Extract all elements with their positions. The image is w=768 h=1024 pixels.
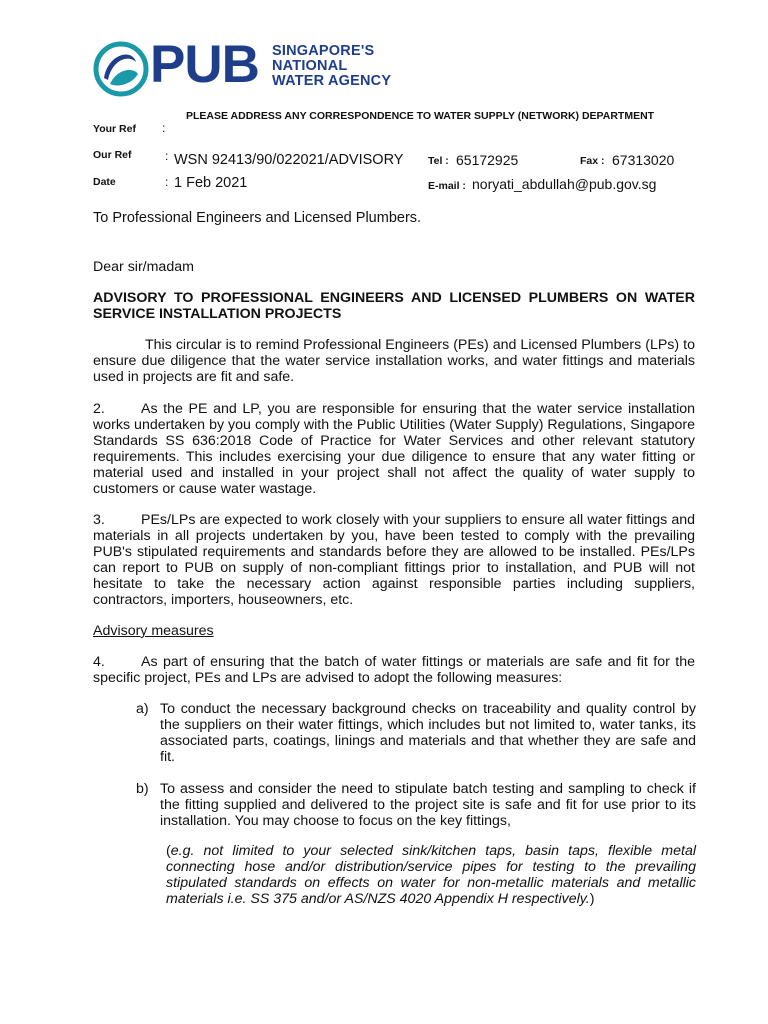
tel-value: 65172925 [456, 152, 519, 168]
email-label: E-mail : [428, 180, 466, 192]
email-value: noryati_abdullah@pub.gov.sg [472, 176, 657, 192]
example-note [166, 843, 696, 907]
date-colon: : [165, 175, 169, 189]
advisory-measures-heading: Advisory measures [93, 623, 214, 639]
paragraph-text: As the PE and LP, you are responsible for ensuring that the water service installation works undertaken by you comply with the Public Utilities (Water Supply) Regulations, Singapore Standards SS 636:2018 Code of Practice for Water Services and other relevant statutory requirements. This includes exercising your due diligence to ensure that any water fitting or material used and installed in your project shall not affect the quality of water supply to customers or cause water wastage. [93, 401, 695, 497]
paragraph-number: 3. [93, 512, 105, 528]
logo-tagline-line: WATER AGENCY [272, 73, 392, 89]
list-marker: b) [136, 781, 149, 797]
list-item-text: To assess and consider the need to stipulate batch testing and sampling to check if the fitting supplied and delivered to the project site is safe and fit for use prior to its installation. You may choose to focus on the key fittings, [160, 781, 696, 829]
logo-tagline-line: NATIONAL [272, 58, 348, 74]
paragraph-text: PEs/LPs are expected to work closely with your suppliers to ensure all water fittings and materials in all projects undertaken by you, have been tested to comply with the prevailing PUB's stipulated requirements and standards before they are allowed to be installed. PEs/LPs can report to PUB on supply of non-compliant fittings prior to installation, and PUB will not hesitate to take the necessary action against responsible parties including suppliers, contractors, importers, houseowners, etc. [93, 512, 695, 608]
list-item-text: To conduct the necessary background checks on traceability and quality control by the suppliers on their water fittings, which includes but not limited to, water tanks, its associated parts, coatings, linings and materials and that whether they are safe and fit. [160, 701, 696, 765]
date-label: Date [93, 176, 116, 188]
paragraph-number: 2. [93, 401, 105, 417]
logo-tagline-line: SINGAPORE'S [272, 43, 375, 59]
tel-label: Tel : [428, 155, 449, 167]
fax-label: Fax : [580, 155, 605, 167]
paragraph-number: 4. [93, 654, 105, 670]
salutation: Dear sir/madam [93, 259, 194, 275]
example-close-paren: ) [589, 891, 595, 907]
example-text: e.g. not limited to your selected sink/kitchen taps, basin taps, flexible metal connecting hose and/or distribution/service pipes for testing to the prevailing stipulated standards on effects on water for non-metallic materials and metallic materials i.e. SS 375 and/or AS/NZS 4020 Appendix H respectively. [166, 843, 696, 907]
fax-value: 67313020 [612, 152, 675, 168]
paragraph-2 [93, 401, 695, 497]
date-value: 1 Feb 2021 [174, 175, 248, 191]
our-ref-value: WSN 92413/90/022021/ADVISORY [174, 152, 404, 168]
logo-brand: PUB [150, 35, 259, 94]
paragraph-text: As part of ensuring that the batch of water fittings or materials are safe and fit for the specific project, PEs and LPs are advised to adopt the following measures: [93, 654, 695, 686]
list-item-b [136, 781, 696, 829]
your-ref-label: Your Ref [93, 123, 136, 135]
example-open-paren: ( [166, 843, 171, 859]
your-ref-colon: : [162, 121, 166, 135]
addressee: To Professional Engineers and Licensed Plumbers. [93, 210, 422, 226]
list-marker: a) [136, 701, 149, 717]
paragraph-1: This circular is to remind Professional Engineers (PEs) and Licensed Plumbers (LPs) to ensure due diligence that the water service installation works, and water fittings and materials used in projects are fit and safe. [93, 337, 695, 385]
pub-logo-icon [92, 40, 150, 103]
logo-tagline [272, 44, 391, 89]
list-item-a [136, 701, 696, 765]
our-ref-label: Our Ref [93, 149, 132, 161]
paragraph-4 [93, 654, 695, 686]
our-ref-colon: : [165, 149, 169, 163]
correspondence-notice: PLEASE ADDRESS ANY CORRESPONDENCE TO WATER SUPPLY (NETWORK) DEPARTMENT [186, 110, 655, 122]
paragraph-3 [93, 512, 695, 608]
letter-title: ADVISORY TO PROFESSIONAL ENGINEERS AND LICENSED PLUMBERS ON WATER SERVICE INSTALLATION PROJECTS [93, 290, 695, 322]
